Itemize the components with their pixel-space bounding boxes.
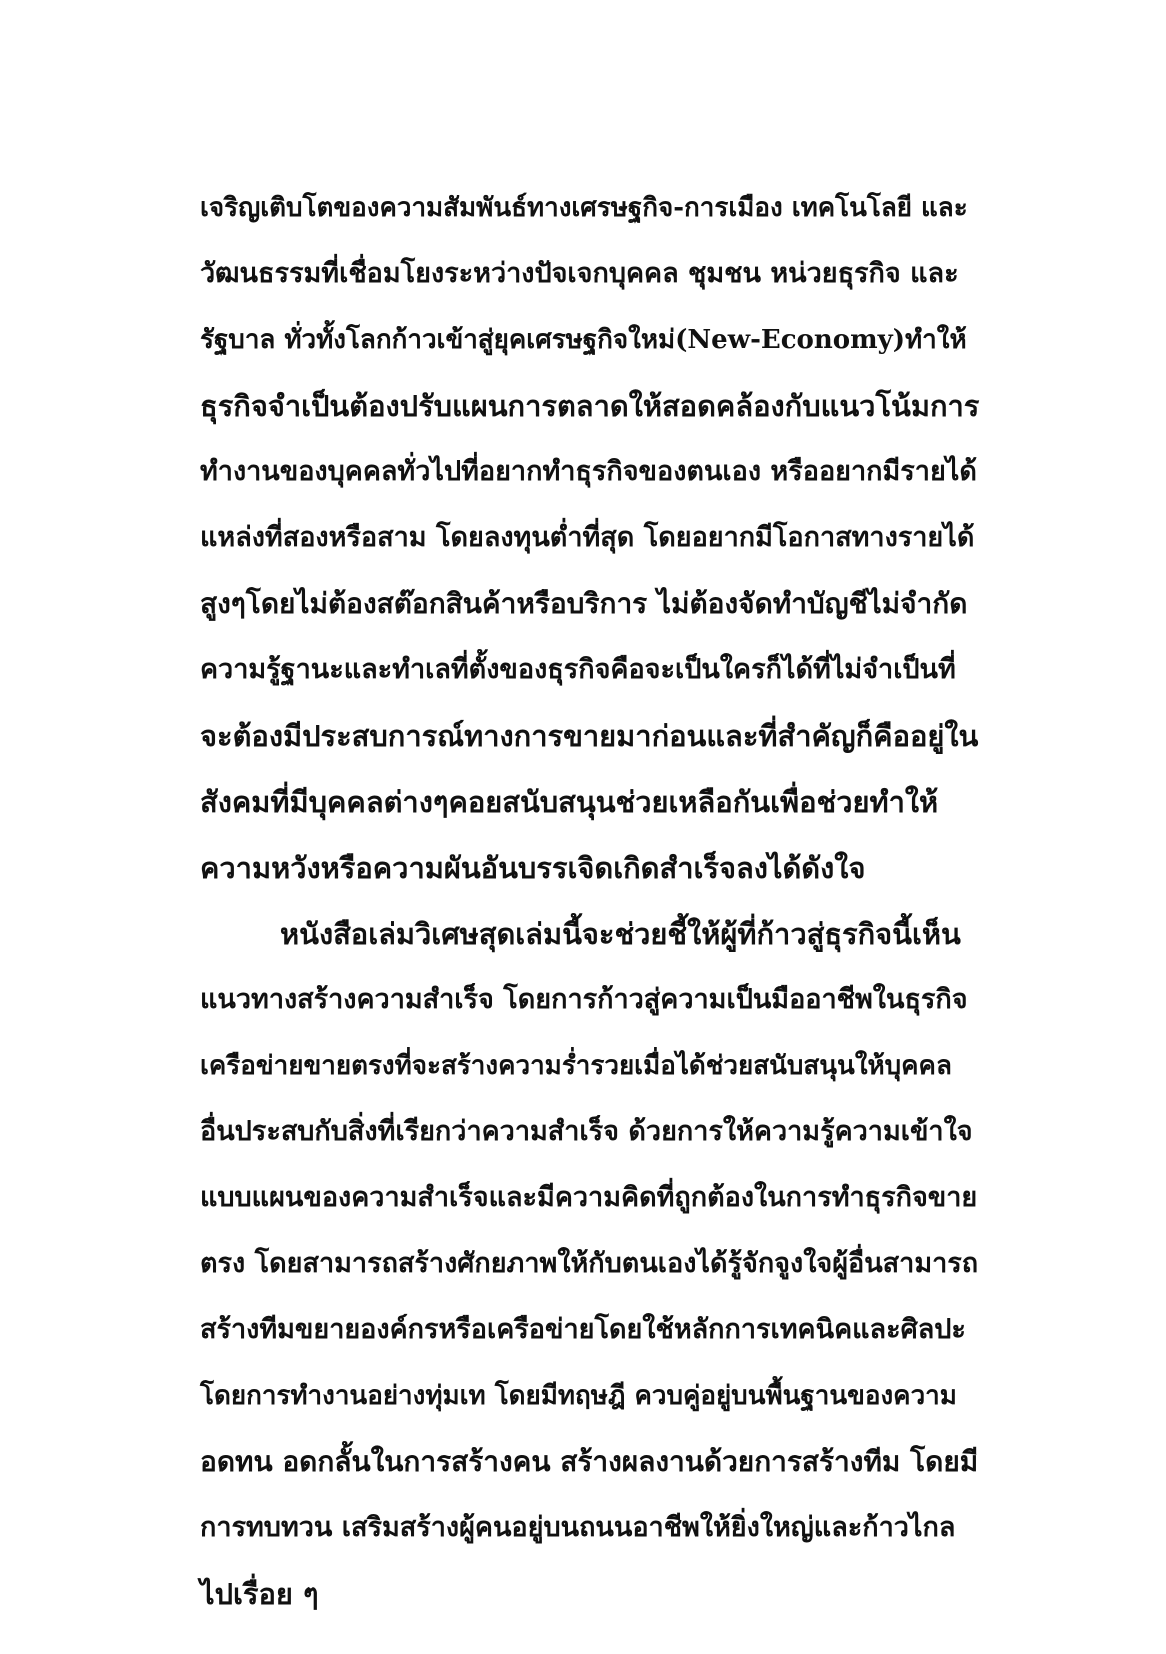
text-line: ความหวังหรือความผันอันบรรเจิดเกิดสำเร็จลงได้ดังใจ — [200, 851, 866, 885]
text-line: สูงๆโดยไม่ต้องสต๊อกสินค้าหรือบริการ ไม่ต้องจัดทำบัญชีไม่จำกัด — [200, 587, 968, 620]
paragraph-first-line: หนังสือเล่มวิเศษสุดเล่มนี้จะช่วยชี้ให้ผู้ที่ก้าวสู่ธุรกิจนี้เห็น — [280, 917, 961, 951]
text-line: ตรง โดยสามารถสร้างศักยภาพให้กับตนเองได้รู้จักจูงใจผู้อื่นสามารถ — [200, 1248, 979, 1279]
text-line: ทำงานของบุคคลทั่วไปที่อยากทำธุรกิจของตนเอง หรืออยากมีรายได้ — [200, 456, 977, 487]
text-line: อดทน อดกลั้นในการสร้างคน สร้างผลงานด้วยการสร้างทีม โดยมี — [200, 1445, 979, 1478]
text-line: ความรู้ฐานะและทำเลที่ตั้งของธุรกิจคือจะเป็นใครก็ได้ที่ไม่จำเป็นที่ — [200, 654, 956, 685]
text-line: แบบแผนของความสำเร็จและมีความคิดที่ถูกต้องในการทำธุรกิจขาย — [200, 1182, 978, 1213]
text-line: รัฐบาล ทั่วทั้งโลกก้าวเข้าสู่ยุคเศรษฐกิจใหม่(New-Economy)ทำให้ — [200, 325, 967, 355]
text-line: ไปเรื่อย ๆ — [200, 1577, 319, 1611]
text-line: เจริญเติบโตของความสัมพันธ์ทางเศรษฐกิจ-การเมือง เทคโนโลยี และ — [200, 193, 968, 223]
text-line: อื่นประสบกับสิ่งที่เรียกว่าความสำเร็จ ด้วยการให้ความรู้ความเข้าใจ — [200, 1116, 973, 1147]
text-line: สร้างทีมขยายองค์กรหรือเครือข่ายโดยใช้หลักการเทคนิคและศิลปะ — [200, 1314, 966, 1345]
text-line: โดยการทำงานอย่างทุ่มเท โดยมีทฤษฎี ควบคู่อยู่บนพื้นฐานของความ — [200, 1381, 957, 1411]
text-line: การทบทวน เสริมสร้างผู้คนอยู่บนถนนอาชีพให้ยิ่งใหญ่และก้าวไกล — [200, 1512, 956, 1543]
text-line: จะต้องมีประสบการณ์ทางการขายมาก่อนและที่สำคัญก็คืออยู่ใน — [200, 719, 979, 753]
text-line: สังคมที่มีบุคคลต่างๆคอยสนับสนุนช่วยเหลือกันเพื่อช่วยทำให้ — [200, 785, 939, 819]
text-line: ธุรกิจจำเป็นต้องปรับแผนการตลาดให้สอดคล้องกับแนวโน้มการ — [200, 389, 980, 423]
text-line: แนวทางสร้างความสำเร็จ โดยการก้าวสู่ความเป็นมืออาชีพในธุรกิจ — [200, 984, 968, 1015]
text-line: เครือข่ายขายตรงที่จะสร้างความร่ำรวยเมื่อได้ช่วยสนับสนุนให้บุคคล — [200, 1051, 952, 1081]
text-line: วัฒนธรรมที่เชื่อมโยงระหว่างปัจเจกบุคคล ชุมชน หน่วยธุรกิจ และ — [200, 258, 959, 289]
text-line: แหล่งที่สองหรือสาม โดยลงทุนต่ำที่สุด โดยอยากมีโอกาสทางรายได้ — [200, 522, 975, 553]
